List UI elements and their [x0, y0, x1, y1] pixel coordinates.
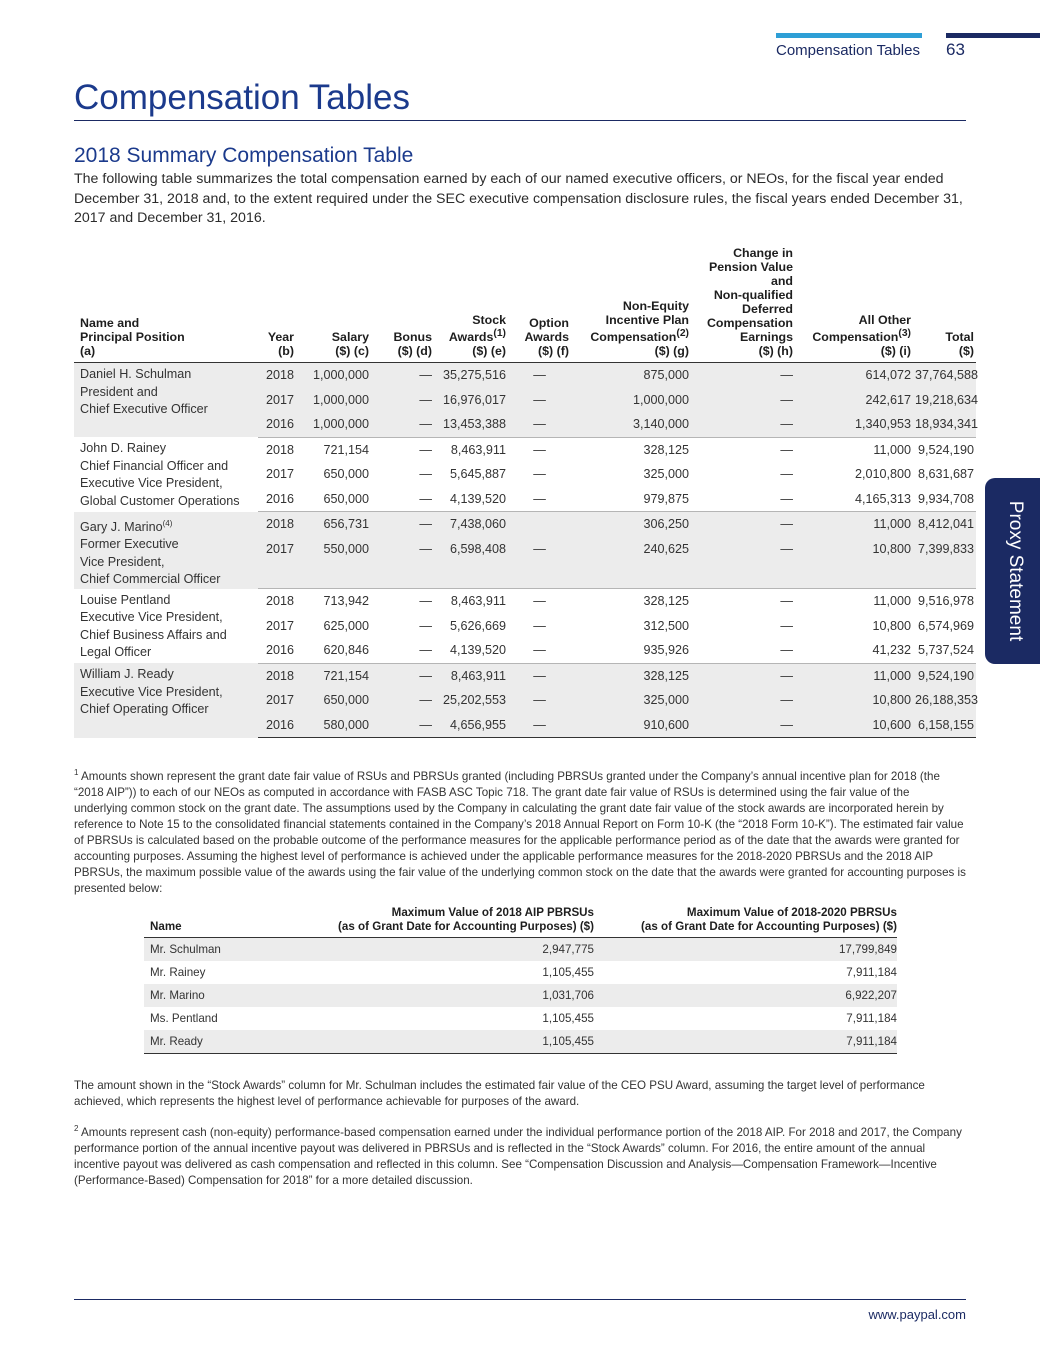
page-number: 63	[946, 40, 965, 59]
cell-bonus: —	[371, 487, 434, 512]
cell-nonequity: 312,500	[643, 618, 689, 633]
cell-pension: —	[691, 688, 795, 713]
cell-salary: 580,000	[296, 713, 371, 738]
cell-year: 2017	[258, 388, 296, 413]
cell-psu: 7,911,184	[594, 1030, 897, 1054]
table-row	[74, 663, 976, 688]
cell-salary: 721,154	[323, 442, 369, 457]
cell-salary: 656,731	[296, 512, 371, 538]
section-title: 2018 Summary Compensation Table	[74, 144, 414, 167]
cell-pension: —	[780, 442, 793, 457]
cell-total: 8,631,687	[917, 467, 974, 481]
cell-psu: 6,922,207	[594, 984, 897, 1007]
cell-salary: 1,000,000	[296, 363, 371, 388]
col-header-stock-awards: Stock Awards$^{(1)}$ ($) (e)	[434, 246, 508, 363]
cell-total: 8,412,041	[913, 512, 976, 538]
cell-psu: 7,911,184	[846, 966, 897, 979]
cell-option: —	[508, 363, 571, 388]
maximum-value-table	[144, 906, 897, 1054]
cell-bonus: —	[371, 412, 434, 437]
table-header-row	[144, 906, 897, 938]
cell-other: 11,000	[873, 594, 911, 609]
cell-bonus: —	[419, 594, 432, 609]
cell-pension: —	[691, 638, 795, 663]
cell-pension: —	[691, 363, 795, 388]
officer-group-ready	[74, 663, 979, 738]
cell-option: —	[533, 442, 546, 457]
cell-option: —	[508, 663, 571, 688]
cell-year: 2017	[258, 688, 296, 713]
header-section-name: Compensation Tables	[776, 42, 920, 59]
cell-bonus: —	[371, 388, 434, 413]
table-row	[144, 984, 897, 1007]
cell-total: 26,188,353	[913, 688, 976, 713]
cell-salary: 1,000,000	[296, 412, 371, 437]
table-row	[74, 512, 976, 538]
cell-total: 9,516,978	[917, 594, 974, 609]
cell-other: 1,340,953	[795, 412, 913, 437]
header-page-bar	[946, 33, 1040, 38]
cell-option: —	[508, 713, 571, 738]
cell-psu: 17,799,849	[594, 938, 897, 962]
officer-group-pentland	[74, 589, 976, 664]
officer-name-cell: William J. Ready Executive Vice President, Chief Operating Officer	[74, 663, 258, 738]
cell-stock: 5,645,887	[449, 467, 506, 481]
cell-other: 10,800	[795, 688, 913, 713]
cell-option: —	[508, 638, 571, 663]
cell-bonus: —	[419, 618, 432, 633]
officer-name-cell: Daniel H. Schulman President and Chief Executive Officer	[74, 363, 258, 438]
footnote-1: $^1$ Amounts shown represent the grant date fair value of RSUs and PBRSUs granted (including PBRSUs granted under the Company’s annual incentive plan for 2018 (the “2018 AIP”)) to each of our NEOs as computed in accordance with FASB ASC Topic 718. The grant date fair value of RSUs is determined using the fair value of the underlying common stock on the grant date. The assumptions used by the Company in calculating the grant date fair value of the stock awards are incorporated herein by reference to Note 15 to the consolidated financial statements contained in the Company’s 2018 Annual Report on Form 10-K (the “2018 Form 10-K”). The estimated fair value of PBRSUs is calculated based on the probable outcome of the performance measures for the applicable performance period as of the date that the awards were granted for accounting purposes. Assuming the highest level of performance is achieved under the applicable performance measures for the 2018-2020 PBRSUs and the 2018 AIP PBRSUs, the maximum possible value of the awards using the fair value of the underlying common stock on the date that the awards were granted for accounting purposes is presented below:	[74, 768, 966, 895]
cell-nonequity: 935,926	[571, 638, 691, 663]
col-header-pension: Change in Pension Value and Non-qualified Deferred Compensation Earnings ($) (h)	[691, 246, 795, 363]
cell-pension: —	[691, 487, 795, 512]
cell-bonus: —	[371, 688, 434, 713]
cell-year: 2016	[258, 713, 296, 738]
cell-nonequity: 328,125	[643, 594, 689, 609]
cell-salary: 1,000,000	[296, 388, 371, 413]
cell-aip: 1,105,455	[542, 966, 594, 979]
cell-other: 11,000	[873, 442, 911, 457]
cell-total: 19,218,634	[913, 388, 976, 413]
table-row	[74, 589, 976, 614]
cell-total: 6,574,969	[917, 618, 974, 633]
col-header-all-other: All Other Compensation$^{(3)}$ ($) (i)	[795, 246, 913, 363]
officer-group-marino	[74, 512, 976, 589]
cell-total: 9,524,190	[917, 442, 974, 457]
cell-option: —	[508, 487, 571, 512]
cell-option: —	[533, 618, 546, 633]
cell-option	[508, 512, 571, 538]
cell-total: 6,158,155	[913, 713, 976, 738]
cell-aip: 1,105,455	[294, 1030, 594, 1054]
cell-other: 41,232	[795, 638, 913, 663]
cell-pension: —	[691, 388, 795, 413]
cell-bonus: —	[371, 512, 434, 538]
cell-salary: 650,000	[296, 688, 371, 713]
table-row	[74, 437, 976, 462]
cell-total: 37,764,588	[913, 363, 976, 388]
officer-group-schulman	[74, 363, 979, 438]
cell-pension: —	[780, 594, 793, 609]
cell-pension: —	[691, 412, 795, 437]
cell-other: 11,000	[795, 663, 913, 688]
cell-option: —	[533, 467, 546, 481]
cell-other: 10,800	[872, 618, 911, 633]
cell-bonus: —	[371, 663, 434, 688]
cell-nonequity: 1,000,000	[571, 388, 691, 413]
cell-year: 2016	[258, 487, 296, 512]
cell-pension: —	[691, 713, 795, 738]
cell-stock: 25,202,553	[434, 688, 508, 713]
footer-url: www.paypal.com	[868, 1307, 966, 1322]
cell-other: 11,000	[795, 512, 913, 538]
note-ceo-psu-award: The amount shown in the “Stock Awards” column for Mr. Schulman includes the estimated fair value of the CEO PSU Award, assuming the target level of performance achieved, which represents the highest level of performance achievable for purposes of the award.	[74, 1079, 925, 1108]
cell-total: 7,399,833	[913, 537, 976, 562]
cell-pension: —	[780, 467, 793, 481]
cell-pension: —	[691, 537, 795, 562]
cell-pension: —	[691, 512, 795, 538]
cell-stock: 6,598,408	[434, 537, 508, 562]
header-accent-bar	[776, 33, 922, 38]
cell-nonequity: 328,125	[571, 663, 691, 688]
cell-year: 2016	[258, 638, 296, 663]
cell-option: —	[508, 537, 571, 562]
proxy-statement-tab: Proxy Statement	[985, 478, 1040, 664]
col-header-aip-max: Maximum Value of 2018 AIP PBRSUs (as of Grant Date for Accounting Purposes) ($)	[294, 906, 594, 938]
intro-paragraph: The following table summarizes the total compensation earned by each of our named executive officers, or NEOs, for the fiscal year ended December 31, 2018 and, to the extent required under the SEC executive compensation disclosure rules, the fiscal years ended December 31, 2017 and December 31, 2016.	[74, 171, 963, 226]
title-divider	[74, 120, 966, 121]
cell-nonequity: 979,875	[571, 487, 691, 512]
cell-salary: 650,000	[296, 487, 371, 512]
cell-nonequity: 325,000	[643, 467, 689, 481]
table-row	[144, 938, 897, 962]
cell-nonequity: 240,625	[571, 537, 691, 562]
cell-stock: 35,275,516	[434, 363, 508, 388]
cell-total: 18,934,341	[913, 412, 976, 437]
cell-bonus: —	[371, 638, 434, 663]
cell-salary: 650,000	[323, 467, 369, 481]
footnote-2: $^2$ Amounts represent cash (non-equity) performance-based compensation earned under the individual performance portion of the 2018 AIP. For 2018 and 2017, the Company performance portion of the annual incentive payout was delivered in PBRSUs and is reflected in the “Stock Awards” column. For 2016, the entire amount of the annual incentive payout was delivered as cash compensation and reflected in this column. See “Compensation Discussion and Analysis—Compensation Framework—Incentive (Performance-Based) Compensation for 2018” for a more detailed discussion.	[74, 1124, 962, 1187]
cell-stock: 16,976,017	[434, 388, 508, 413]
col-header-total: Total ($)	[913, 246, 976, 363]
cell-other: 242,617	[795, 388, 913, 413]
cell-salary: 550,000	[296, 537, 371, 562]
cell-year: 2018	[258, 363, 296, 388]
cell-name: Mr. Schulman	[144, 938, 294, 962]
cell-stock: 4,139,520	[434, 487, 508, 512]
col-header-option-awards: Option Awards ($) (f)	[508, 246, 571, 363]
table-header-row	[74, 246, 976, 363]
cell-other: 614,072	[795, 363, 913, 388]
cell-year: 2017	[258, 537, 296, 562]
cell-stock: 7,438,060	[434, 512, 508, 538]
col-header-psu-max: Maximum Value of 2018-2020 PBRSUs (as of Grant Date for Accounting Purposes) ($)	[594, 906, 897, 938]
cell-name: Mr. Marino	[144, 984, 294, 1007]
cell-year: 2016	[258, 412, 296, 437]
cell-bonus: —	[371, 363, 434, 388]
cell-stock: 8,463,911	[434, 663, 508, 688]
cell-total: 9,524,190	[913, 663, 976, 688]
cell-salary: 713,942	[323, 594, 369, 609]
cell-year: 2017	[265, 467, 294, 481]
footer-divider	[74, 1299, 966, 1300]
cell-other: 2,010,800	[854, 467, 911, 481]
col-header-name: Name	[144, 906, 294, 938]
cell-name: Ms. Pentland	[150, 1012, 218, 1025]
cell-bonus: —	[371, 713, 434, 738]
cell-option: —	[533, 594, 546, 609]
table-row	[144, 1030, 897, 1054]
summary-compensation-table	[74, 246, 979, 738]
cell-nonequity: 875,000	[571, 363, 691, 388]
cell-stock: 4,656,955	[434, 713, 508, 738]
table-row	[144, 1007, 897, 1030]
cell-salary: 620,846	[296, 638, 371, 663]
cell-nonequity: 306,250	[571, 512, 691, 538]
cell-stock: 13,453,388	[434, 412, 508, 437]
cell-total: 5,737,524	[913, 638, 976, 663]
col-header-non-equity: Non-Equity Incentive Plan Compensation$^{(2)}$ ($) (g)	[571, 246, 691, 363]
cell-psu: 7,911,184	[846, 1012, 897, 1025]
cell-other: 4,165,313	[795, 487, 913, 512]
cell-stock: 4,139,520	[434, 638, 508, 663]
cell-aip: 2,947,775	[294, 938, 594, 962]
col-header-name: Name and Principal Position (a)	[74, 246, 258, 363]
cell-aip: 1,031,706	[294, 984, 594, 1007]
cell-name: Mr. Ready	[144, 1030, 294, 1054]
cell-other: 10,800	[795, 537, 913, 562]
cell-total: 9,934,708	[913, 487, 976, 512]
cell-year: 2018	[265, 594, 294, 609]
cell-stock: 8,463,911	[450, 442, 506, 457]
table-row	[144, 961, 897, 984]
cell-name: Mr. Rainey	[150, 966, 206, 979]
cell-year: 2017	[265, 618, 294, 633]
cell-option: —	[508, 412, 571, 437]
cell-year: 2018	[258, 512, 296, 538]
cell-year: 2018	[265, 442, 294, 457]
cell-pension: —	[691, 663, 795, 688]
table-row	[74, 363, 976, 388]
cell-nonequity: 325,000	[571, 688, 691, 713]
cell-bonus: —	[371, 537, 434, 562]
cell-bonus: —	[419, 467, 432, 481]
cell-other: 10,600	[795, 713, 913, 738]
officer-name-cell: Louise Pentland Executive Vice President, Chief Business Affairs and Legal Officer	[80, 592, 227, 660]
col-header-bonus: Bonus ($) (d)	[371, 246, 434, 363]
cell-nonequity: 328,125	[643, 442, 689, 457]
cell-stock: 5,626,669	[449, 618, 506, 633]
cell-bonus: —	[419, 442, 432, 457]
cell-option: —	[508, 688, 571, 713]
cell-year: 2018	[258, 663, 296, 688]
cell-option: —	[508, 388, 571, 413]
cell-nonequity: 910,600	[571, 713, 691, 738]
cell-salary: 721,154	[296, 663, 371, 688]
cell-nonequity: 3,140,000	[571, 412, 691, 437]
officer-group-rainey	[74, 437, 976, 512]
col-header-year: Year (b)	[258, 246, 296, 363]
cell-pension: —	[780, 618, 793, 633]
officer-name-cell: John D. Rainey Chief Financial Officer and Executive Vice President, Global Customer Operations	[80, 441, 240, 508]
cell-aip: 1,105,455	[542, 1012, 594, 1025]
col-header-salary: Salary ($) (c)	[296, 246, 371, 363]
cell-stock: 8,463,911	[450, 594, 506, 609]
page-title: Compensation Tables	[74, 78, 410, 117]
officer-name-cell: Gary J. Marino$^{(4)}$ Former Executive Vice President, Chief Commercial Officer	[74, 512, 258, 589]
cell-salary: 625,000	[323, 618, 369, 633]
